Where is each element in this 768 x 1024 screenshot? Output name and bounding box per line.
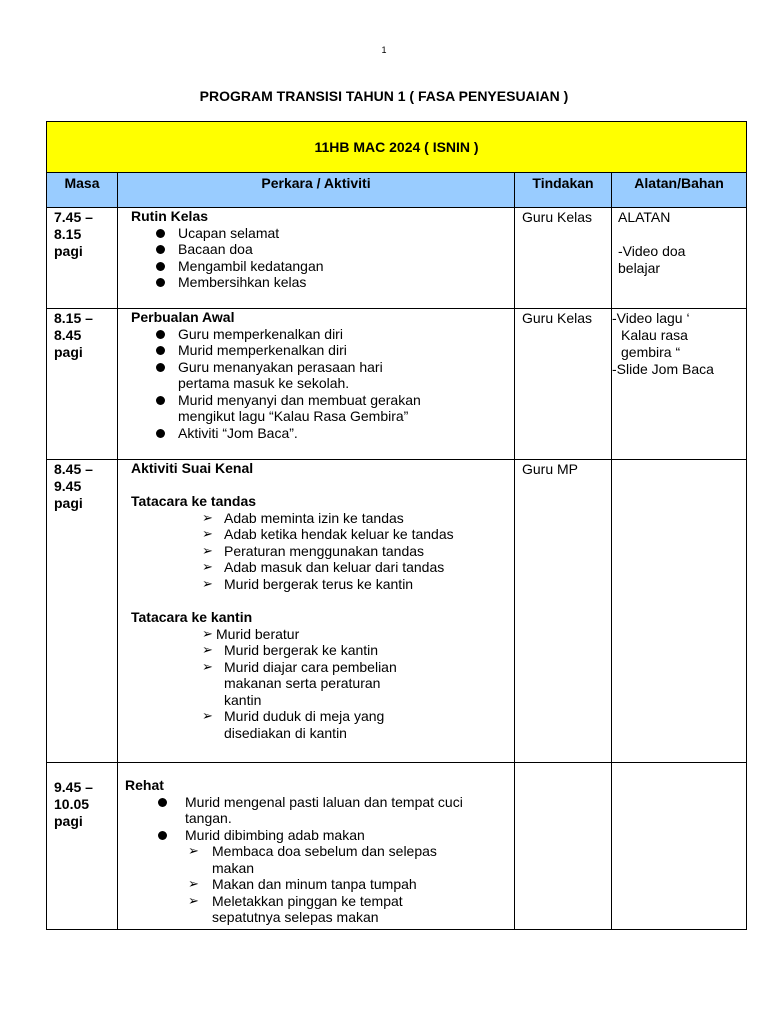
alatan-line: ALATAN <box>618 209 671 225</box>
list-item: Murid dibimbing adab makan <box>118 827 514 844</box>
date-header: 11HB MAC 2024 ( ISNIN ) <box>47 122 747 173</box>
page-number: 1 <box>381 45 387 55</box>
bullet-icon <box>156 245 165 254</box>
masa-cell <box>47 460 118 763</box>
bullet-icon <box>156 346 165 355</box>
arrow-bullet-icon: ➢ <box>188 892 199 908</box>
arrow-bullet-icon: ➢ <box>202 542 213 558</box>
list-item: Bacaan doa <box>118 241 514 258</box>
bullet-icon <box>156 429 165 438</box>
masa-line: 8.45 <box>54 327 82 343</box>
perkara-cell <box>118 460 515 763</box>
masa-cell <box>47 208 118 309</box>
bullet-icon <box>158 831 167 840</box>
list-item: Membersihkan kelas <box>118 274 514 291</box>
alatan-line: -Video doa <box>618 243 686 259</box>
list-item: ➢ Murid bergerak ke kantin <box>202 642 379 658</box>
bullet-icon <box>158 798 167 807</box>
list-item: ➢ Membaca doa sebelum dan selepas <box>188 843 437 859</box>
subheading: Tatacara ke kantin <box>131 609 253 625</box>
masa-line: 8.15 <box>54 226 82 242</box>
list-item: ➢ Murid bergerak terus ke kantin <box>202 575 414 592</box>
activity-heading: Rutin Kelas <box>131 208 209 224</box>
list-item: ➢ Peraturan menggunakan tandas <box>202 542 425 559</box>
arrow-bullet-icon: ➢ <box>188 876 199 891</box>
arrow-bullet-icon: ➢ <box>202 625 213 641</box>
list-item: Murid memperkenalkan diri <box>118 342 514 359</box>
masa-line: 9.45 – <box>54 779 93 795</box>
list-item: Mengambil kedatangan <box>118 258 514 275</box>
alatan-line: -Slide Jom Baca <box>612 361 714 377</box>
list-item: Murid mengenal pasti laluan dan tempat cuci <box>118 794 514 811</box>
list-item: ➢ Adab masuk dan keluar dari tandas <box>202 559 445 575</box>
list-item-continuation: makan <box>212 859 255 876</box>
bullet-icon <box>156 229 165 238</box>
activity-heading: Perbualan Awal <box>131 309 235 325</box>
col-header-perkara: Perkara / Aktiviti <box>118 173 515 208</box>
masa-line: 7.45 – <box>54 209 93 225</box>
alatan-line: belajar <box>618 260 661 276</box>
table-row <box>47 460 747 763</box>
tindakan-cell: Guru Kelas <box>515 208 612 309</box>
list-item: ➢ Murid diajar cara pembelian <box>202 658 397 675</box>
list-item-continuation: mengikut lagu “Kalau Rasa Gembira” <box>178 408 409 424</box>
list-item: Guru memperkenalkan diri <box>118 326 514 343</box>
alatan-spacer <box>618 226 746 243</box>
list-item: ➢ Murid beratur <box>202 625 300 642</box>
arrow-bullet-icon: ➢ <box>188 843 199 858</box>
list-item: ➢ Adab ketika hendak keluar ke tandas <box>202 526 454 542</box>
date-row <box>47 122 747 173</box>
list-item-continuation: pertama masuk ke sekolah. <box>178 375 350 391</box>
list-item: Murid menyanyi dan membuat gerakan <box>118 392 514 409</box>
tindakan-cell: Guru Kelas <box>515 309 612 460</box>
alatan-cell <box>612 309 747 460</box>
list-item-continuation: sepatutnya selepas makan <box>212 909 379 925</box>
masa-line: 9.45 <box>54 478 82 494</box>
header-row <box>47 173 747 208</box>
list-item-continuation: kantin <box>224 691 262 708</box>
table-row <box>47 309 747 460</box>
arrow-bullet-icon: ➢ <box>202 509 213 525</box>
alatan-line: gembira “ <box>621 344 681 360</box>
document-title: PROGRAM TRANSISI TAHUN 1 ( FASA PENYESUAIAN ) <box>199 88 569 104</box>
alatan-cell <box>612 208 747 309</box>
arrow-bullet-icon: ➢ <box>202 575 213 591</box>
masa-line: 8.45 – <box>54 461 93 477</box>
arrow-bullet-icon: ➢ <box>202 526 213 541</box>
perkara-cell <box>118 208 515 309</box>
arrow-bullet-icon: ➢ <box>202 658 213 674</box>
arrow-bullet-icon: ➢ <box>202 642 213 657</box>
arrow-bullet-icon: ➢ <box>202 708 213 723</box>
bullet-icon <box>156 330 165 339</box>
list-item: ➢ Meletakkan pinggan ke tempat <box>188 892 403 909</box>
perkara-cell <box>118 763 515 930</box>
masa-cell <box>47 763 118 930</box>
col-header-alatan: Alatan/Bahan <box>612 173 747 208</box>
masa-line: 10.05 <box>54 796 90 812</box>
tindakan-cell <box>515 763 612 930</box>
subheading: Tatacara ke tandas <box>131 493 257 509</box>
alatan-line: Kalau rasa <box>621 327 688 343</box>
list-item-continuation: tangan. <box>185 810 232 826</box>
alatan-cell <box>612 460 747 763</box>
masa-line: pagi <box>54 495 83 511</box>
alatan-cell <box>612 763 747 930</box>
list-item: ➢ Adab meminta izin ke tandas <box>202 509 404 526</box>
list-item: ➢ Makan dan minum tanpa tumpah <box>188 876 417 892</box>
activity-heading: Aktiviti Suai Kenal <box>131 460 254 476</box>
list-item-continuation: makanan serta peraturan <box>224 675 381 691</box>
masa-line: pagi <box>54 813 83 829</box>
masa-line: pagi <box>54 243 83 259</box>
bullet-icon <box>156 396 165 405</box>
perkara-cell <box>118 309 515 460</box>
arrow-bullet-icon: ➢ <box>202 559 213 574</box>
alatan-line: -Video lagu ‘ <box>612 310 690 326</box>
table-row <box>47 208 747 309</box>
col-header-masa: Masa <box>47 173 118 208</box>
list-item: Aktiviti “Jom Baca”. <box>118 425 514 442</box>
schedule-table <box>46 121 747 930</box>
activity-heading: Rehat <box>125 777 164 793</box>
list-item: Guru menanyakan perasaan hari <box>118 359 514 376</box>
list-item-continuation: disediakan di kantin <box>224 724 347 741</box>
list-item: ➢ Murid duduk di meja yang <box>202 708 385 724</box>
masa-line: 8.15 – <box>54 310 93 326</box>
masa-cell <box>47 309 118 460</box>
masa-line: pagi <box>54 344 83 360</box>
table-row <box>47 763 747 930</box>
list-item: Ucapan selamat <box>118 225 514 242</box>
bullet-icon <box>156 262 165 271</box>
tindakan-cell: Guru MP <box>515 460 612 763</box>
bullet-icon <box>156 278 165 287</box>
bullet-icon <box>156 363 165 372</box>
col-header-tindakan: Tindakan <box>515 173 612 208</box>
